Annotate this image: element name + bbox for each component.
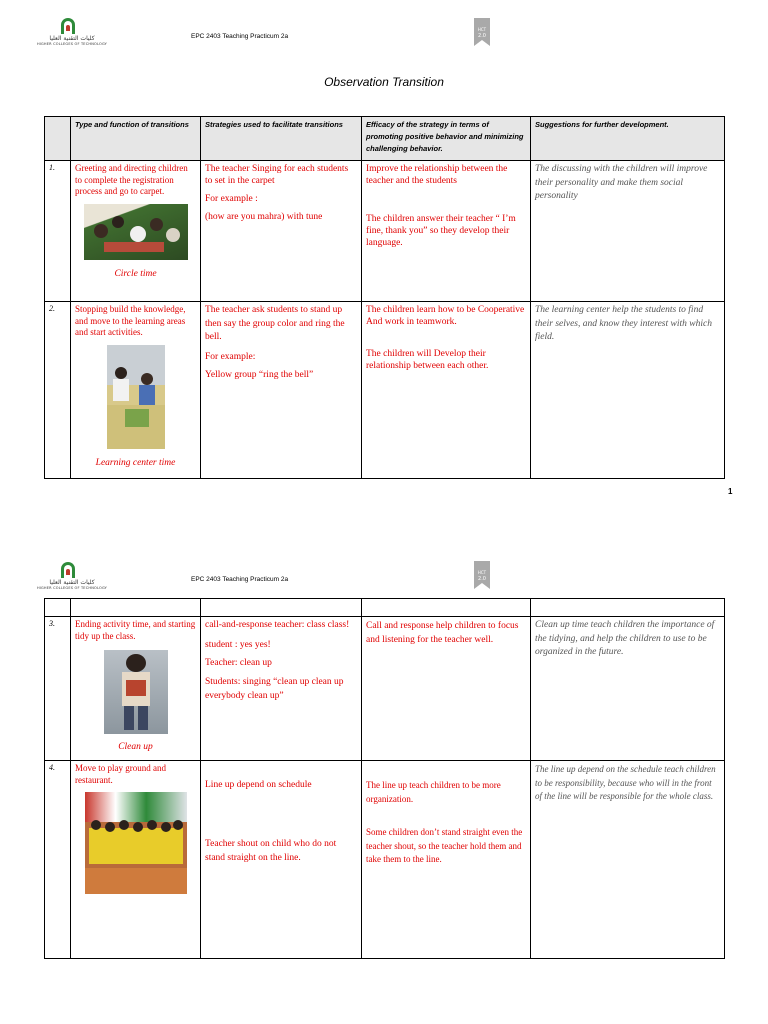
empty-cell	[71, 599, 201, 617]
college-logo	[36, 562, 108, 592]
logo-arch-icon	[61, 562, 75, 578]
strategy-line: Yellow group “ring the bell”	[205, 369, 314, 380]
empty-cell	[45, 599, 71, 617]
photo-caption: Clean up	[118, 742, 153, 752]
line-up-photo	[85, 792, 187, 894]
row-number: 3.	[45, 617, 71, 761]
badge-text-1: HCT	[477, 27, 487, 32]
header-type: Type and function of transitions	[71, 117, 201, 161]
suggestion-cell: The line up depend on the schedule teach children to be responsibility, because who will in the front of the line will be responsible for the whole class.	[531, 761, 725, 959]
efficacy-line: Improve the relationship between the teacher and the students	[366, 164, 508, 186]
type-text: Ending activity time, and starting tidy up the class.	[75, 619, 196, 641]
hct-badge-icon	[474, 561, 490, 589]
photo-caption: Circle time	[114, 268, 157, 279]
strategy-line: call-and-response teacher: class class!	[205, 620, 350, 630]
type-cell	[71, 617, 201, 761]
strategy-line: (how are you mahra) with tune	[205, 212, 323, 222]
suggestion-cell: The learning center help the students to find their selves, and know they interest with which field.	[531, 302, 725, 479]
empty-cell	[362, 599, 531, 617]
row-number: 1.	[45, 161, 71, 302]
course-title: EPC 2403 Teaching Practicum 2a	[191, 576, 289, 583]
photo-caption: Learning center time	[95, 457, 176, 468]
type-cell	[71, 761, 201, 959]
type-text: Move to play ground and restaurant.	[75, 763, 166, 785]
efficacy-cell	[362, 761, 531, 959]
strategy-line: The teacher ask students to stand up then say the group color and ring the bell.	[205, 305, 345, 342]
clean-up-photo	[104, 650, 168, 734]
efficacy-line: Some children don’t stand straight even the teacher shout, so the teacher hold them and take them to the line.	[366, 827, 523, 864]
row-number: 2.	[45, 302, 71, 479]
type-text: Greeting and directing children to complete the registration process and go to carpet.	[75, 163, 188, 196]
efficacy-line: The line up teach children to be more organization.	[366, 780, 501, 804]
strategy-line: Line up depend on schedule	[205, 780, 312, 790]
suggestion-cell: Clean up time teach children the importance of the tidying, and help the children to use to be organized in the future.	[531, 617, 725, 761]
table-header-row-empty	[45, 599, 725, 617]
strategy-line: student : yes yes!	[205, 640, 271, 650]
strategy-line: The teacher Singing for each students to set in the carpet	[205, 164, 349, 186]
empty-cell	[201, 599, 362, 617]
logo-english-text: HIGHER COLLEGES OF TECHNOLOGY	[36, 42, 108, 46]
table-row	[45, 761, 725, 959]
course-title: EPC 2403 Teaching Practicum 2a	[191, 33, 289, 40]
strategy-line: Teacher: clean up	[205, 658, 272, 668]
table-row	[45, 617, 725, 761]
efficacy-line: The children answer their teacher “ I’m fine, thank you” so they develop their language.	[366, 214, 516, 248]
page-number: 1	[728, 487, 733, 496]
header-efficacy: Efficacy of the strategy in terms of promoting positive behavior and minimizing challenging behavior.	[362, 117, 531, 161]
strategy-cell	[201, 761, 362, 959]
logo-arabic-text: كليات التقنية العليا	[49, 35, 95, 42]
type-text: Stopping build the knowledge, and move to the learning areas and start activities.	[75, 304, 186, 337]
efficacy-line: The children will Develop their relationship between each other.	[366, 349, 489, 371]
strategy-cell	[201, 617, 362, 761]
efficacy-line: Call and response help children to focus and listening for the teacher well.	[366, 621, 519, 645]
logo-arabic-text: كليات التقنية العليا	[49, 579, 95, 586]
suggestion-cell: The discussing with the children will improve their personality and make them social personality	[531, 161, 725, 302]
strategy-line: For example :	[205, 194, 258, 204]
row-number: 4.	[45, 761, 71, 959]
efficacy-cell	[362, 617, 531, 761]
strategy-line: For example:	[205, 351, 256, 362]
efficacy-line: The children learn how to be Cooperative And work in teamwork.	[366, 305, 525, 327]
header-strategies: Strategies used to facilitate transitions	[201, 117, 362, 161]
observation-table-page-2	[44, 598, 725, 959]
empty-cell	[531, 599, 725, 617]
strategy-line: Teacher shout on child who do not stand straight on the line.	[205, 839, 337, 863]
badge-text-1: HCT	[477, 570, 487, 575]
header-suggestions: Suggestions for further development.	[531, 117, 725, 161]
badge-text-2: 2.0	[478, 576, 486, 582]
logo-english-text: HIGHER COLLEGES OF TECHNOLOGY	[36, 586, 108, 590]
strategy-line: Students: singing “clean up clean up everybody clean up”	[205, 677, 344, 701]
badge-text-2: 2.0	[478, 33, 486, 39]
document-title: Observation Transition	[324, 75, 444, 89]
